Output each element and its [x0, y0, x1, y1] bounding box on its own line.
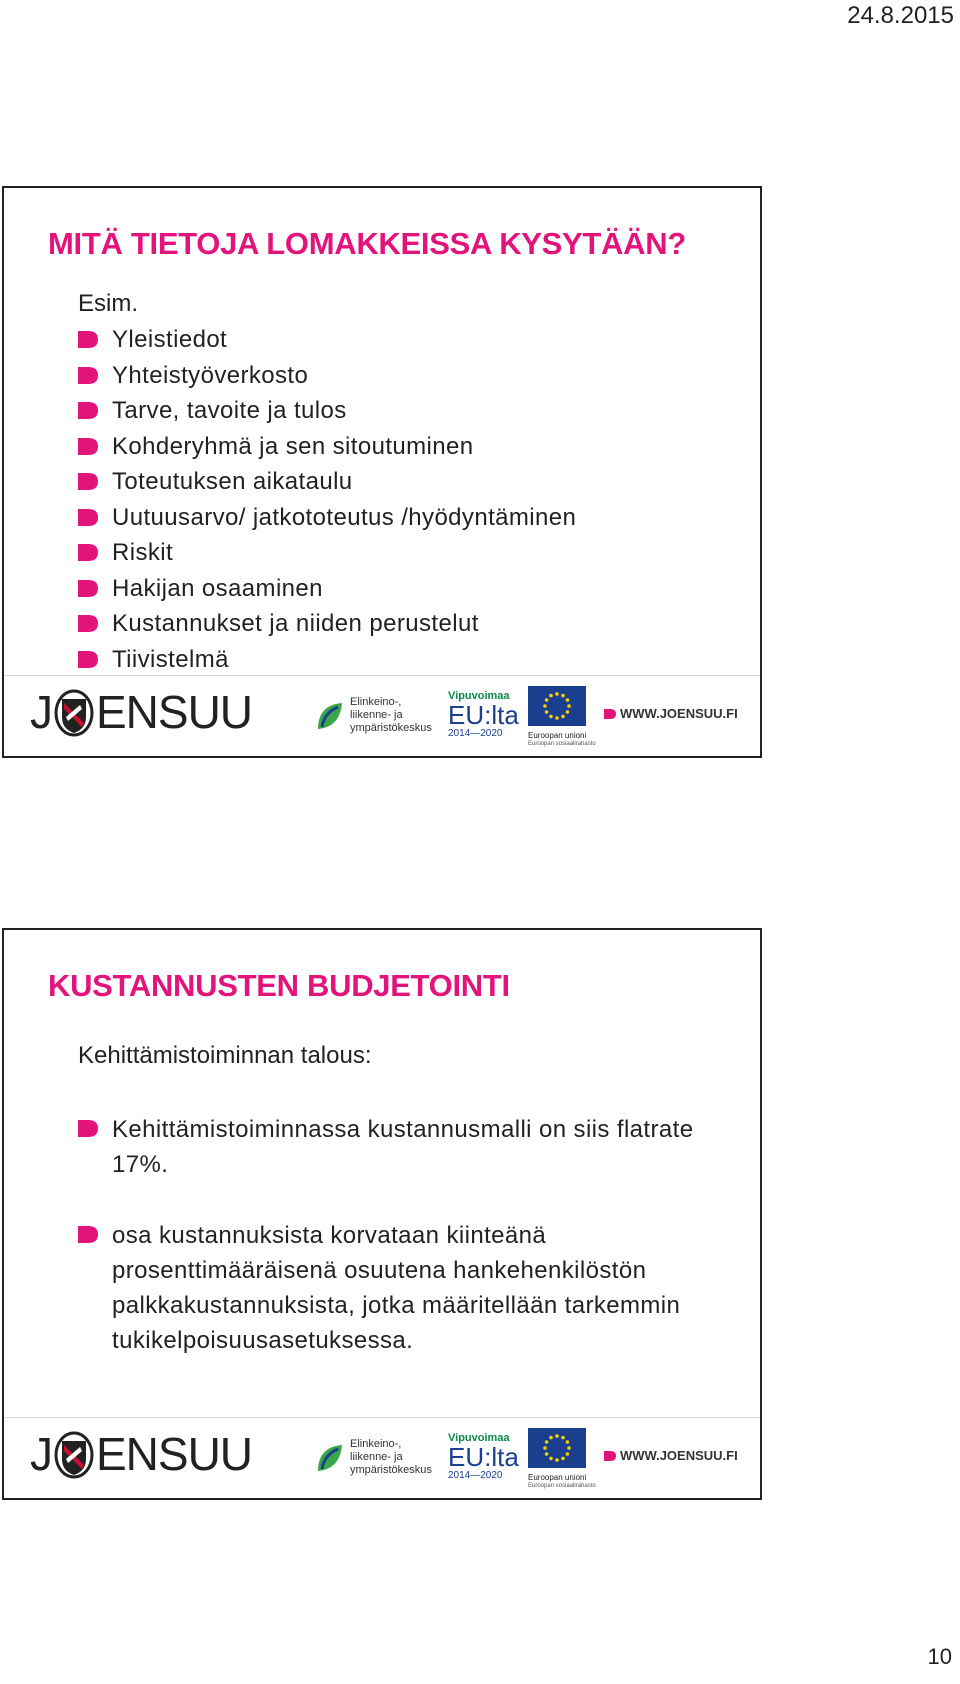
- list-item-label: Yhteistyöverkosto: [112, 361, 309, 389]
- bullet-icon: [78, 651, 98, 668]
- list-item-label: Kehittämistoiminnassa kustannusmalli on siis flatrate 17%.: [112, 1116, 694, 1178]
- vipuvoimaa-logo: Vipuvoimaa EU:lta 2014—2020: [448, 1432, 519, 1481]
- list-item-label: Kohderyhmä ja sen sitoutuminen: [112, 432, 474, 460]
- list-item-label: osa kustannuksista korvataan kiinteänä prosenttimääräisenä osuutena hankehenkilöstön palkkakustannuksista, jotka määritellään tarkemmin tukikelpoisuusasetuksessa.: [112, 1222, 681, 1354]
- eu-flag-logo: Euroopan unioni Euroopan sosiaalirahasto: [528, 686, 596, 748]
- list-item-label: Kustannukset ja niiden perustelut: [112, 610, 479, 637]
- list-item-label: Toteutuksen aikataulu: [112, 468, 353, 495]
- bullet-list: [76, 1112, 732, 1394]
- bullet-icon: [78, 544, 98, 561]
- bullet-icon: [78, 509, 98, 526]
- vipuvoimaa-logo: Vipuvoimaa EU:lta 2014—2020: [448, 690, 519, 739]
- slide-footer: [4, 1417, 760, 1498]
- eu-flag-icon: [528, 686, 586, 726]
- list-item: [76, 1112, 732, 1182]
- joensuu-logo: J ENSUU: [30, 686, 253, 738]
- page-number: 10: [927, 1644, 952, 1669]
- joensuu-crest-icon: [54, 1429, 94, 1479]
- bullet-icon: [78, 367, 98, 384]
- bullet-icon: [78, 1120, 98, 1137]
- list-item-label: Tarve, tavoite ja tulos: [112, 397, 347, 424]
- list-item: [76, 575, 576, 611]
- slide-footer: [4, 675, 760, 756]
- ely-keskus-logo: Elinkeino-, liikenne- ja ympäristökeskus: [316, 1438, 440, 1477]
- slide-1: [2, 186, 762, 758]
- slide-title: MITÄ TIETOJA LOMAKKEISSA KYSYTÄÄN?: [48, 226, 686, 261]
- bullet-icon: [78, 331, 98, 348]
- list-item-label: Uutuusarvo/ jatkototeutus /hyödyntäminen: [112, 503, 577, 531]
- list-item: [76, 610, 576, 646]
- slide-2: [2, 928, 762, 1500]
- intro-text: Esim.: [78, 290, 138, 317]
- ely-leaf-icon: [316, 1443, 344, 1473]
- joensuu-crest-icon: [54, 687, 94, 737]
- bullet-icon: [78, 580, 98, 597]
- list-item: [76, 539, 576, 575]
- eu-flag-logo: Euroopan unioni Euroopan sosiaalirahasto: [528, 1428, 596, 1490]
- list-item: [76, 504, 576, 540]
- list-item: [76, 362, 576, 398]
- list-item-label: Riskit: [112, 539, 174, 566]
- intro-text: Kehittämistoiminnan talous:: [78, 1042, 372, 1069]
- bullet-list: [76, 326, 576, 681]
- list-item-label: Hakijan osaaminen: [112, 574, 323, 602]
- joensuu-logo: J ENSUU: [30, 1428, 253, 1480]
- bullet-icon: [78, 615, 98, 632]
- bullet-icon: [78, 402, 98, 419]
- bullet-icon: [78, 438, 98, 455]
- list-item: [76, 326, 576, 362]
- website-arrow-icon: [604, 709, 616, 719]
- ely-keskus-logo: Elinkeino-, liikenne- ja ympäristökeskus: [316, 696, 440, 735]
- website-arrow-icon: [604, 1451, 616, 1461]
- eu-flag-icon: [528, 1428, 586, 1468]
- list-item: [76, 468, 576, 504]
- website-link[interactable]: WWW.JOENSUU.FI: [604, 1448, 738, 1463]
- slide-title: KUSTANNUSTEN BUDJETOINTI: [48, 968, 510, 1003]
- list-item: [76, 1218, 732, 1358]
- list-item-label: Yleistiedot: [112, 326, 228, 353]
- header-date: 24.8.2015: [847, 2, 954, 29]
- list-item-label: Tiivistelmä: [112, 645, 229, 673]
- website-link[interactable]: WWW.JOENSUU.FI: [604, 706, 738, 721]
- list-item: [76, 433, 576, 469]
- list-item: [76, 397, 576, 433]
- bullet-icon: [78, 1226, 98, 1243]
- ely-leaf-icon: [316, 701, 344, 731]
- bullet-icon: [78, 473, 98, 490]
